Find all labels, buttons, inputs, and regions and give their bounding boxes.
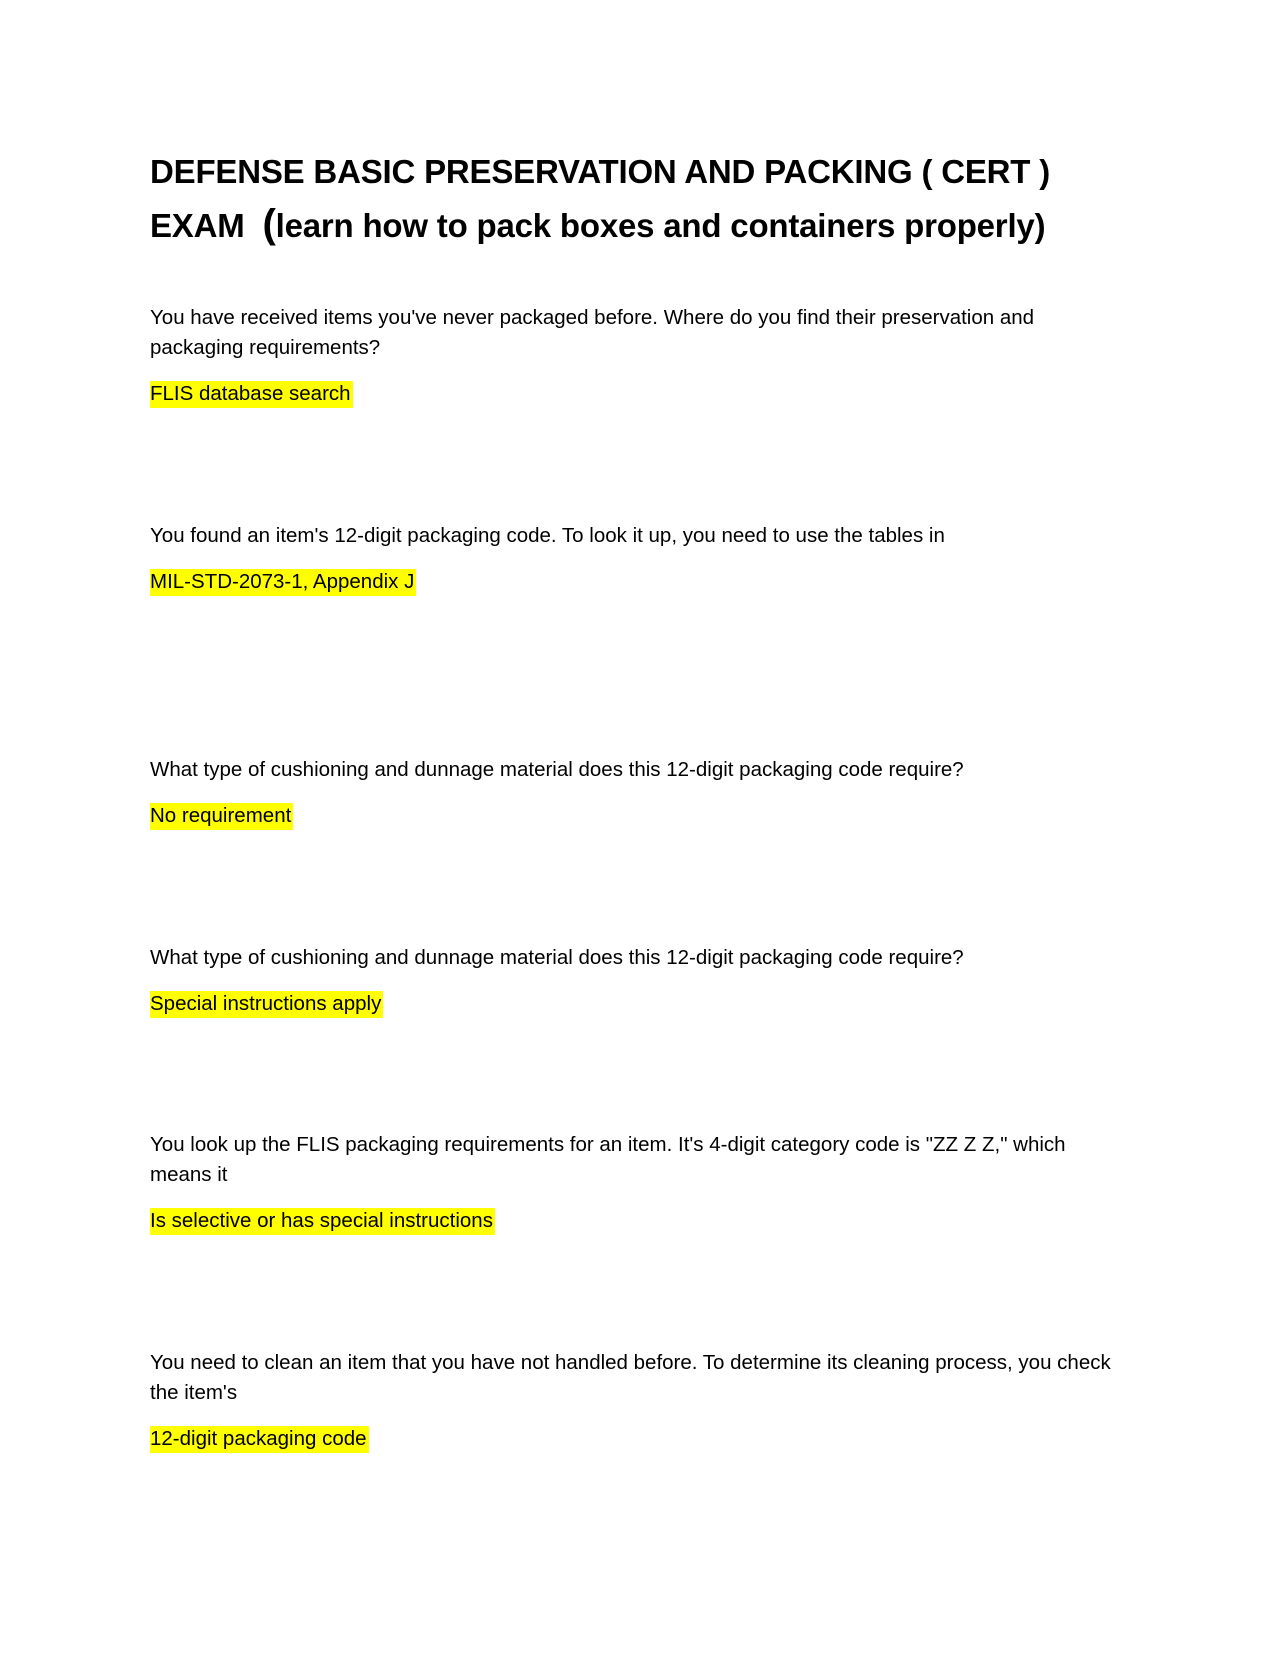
answer-highlight: FLIS database search [150,381,353,408]
answer-text [150,801,1130,831]
question-text: You have received items you've never packaged before. Where do you find their preservation and packaging requirements? [150,306,1035,359]
answer-text [150,1206,1130,1236]
answer-highlight: MIL-STD-2073-1, Appendix J [150,569,416,596]
title-exam: EXAM [150,207,245,244]
qa-item-3 [150,755,1130,831]
qa-item-4 [150,943,1130,1019]
answer-text [150,989,1130,1019]
question-text: You look up the FLIS packaging requirements for an item. It's 4-digit category code is "ZZ Z Z," which means it [150,1133,1066,1186]
title-paren-close: ) [1034,207,1046,244]
document-title [150,146,1130,252]
title-line-1: DEFENSE BASIC PRESERVATION AND PACKING ( CERT ) [150,153,1051,190]
question-text: You found an item's 12-digit packaging code. To look it up, you need to use the tables in [150,524,945,547]
qa-item-2 [150,521,1130,597]
qa-item-5 [150,1130,1130,1236]
answer-highlight: 12-digit packaging code [150,1426,369,1453]
answer-text [150,567,1130,597]
qa-item-1 [150,303,1130,409]
question-text: What type of cushioning and dunnage material does this 12-digit packaging code require? [150,946,964,969]
answer-text [150,1424,1130,1454]
title-line-2 [150,198,1130,252]
question-text: You need to clean an item that you have not handled before. To determine its cleaning process, you check the item's [150,1351,1111,1404]
answer-highlight: No requirement [150,803,293,830]
question-text: What type of cushioning and dunnage material does this 12-digit packaging code require? [150,758,964,781]
answer-highlight: Is selective or has special instructions [150,1208,495,1235]
answer-text [150,379,1130,409]
title-subtitle: learn how to pack boxes and containers properly [275,207,1035,244]
qa-item-6 [150,1348,1130,1454]
answer-highlight: Special instructions apply [150,991,383,1018]
title-paren-open: ( [262,202,276,246]
